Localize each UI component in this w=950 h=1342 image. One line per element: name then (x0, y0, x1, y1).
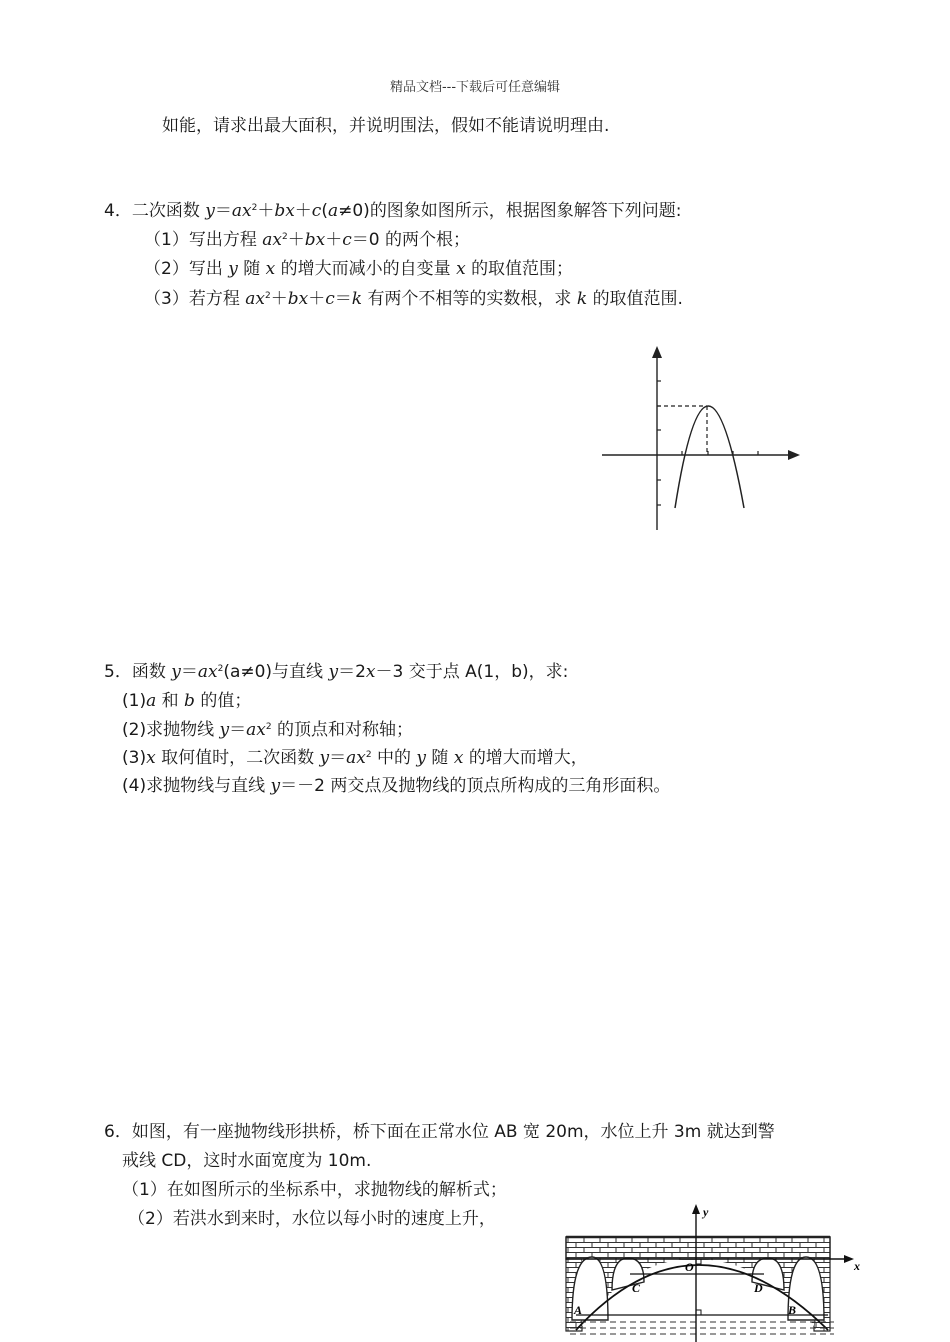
water-dashes (570, 1322, 834, 1334)
q4-part3: （3）若方程 $ax^2+bx+c=k$ 有两个不相等的实数根，求 k 的取值范围. (144, 289, 683, 309)
q4-stem: 4．二次函数 $y=ax^2+bx+c(a\ne 0)$的图象如图所示，根据图象解答下列问题: (104, 201, 682, 221)
q5-part3: (3)x 取何值时，二次函数 $y=ax^2$ 中的 y 随 x 的增大而增大， (122, 748, 588, 768)
parabola-graph (596, 340, 808, 536)
parabola-curve (675, 406, 744, 508)
q4-part1: （1）写出方程 $ax^2+bx+c=0$ 的两个根； (144, 230, 470, 250)
q5-part2: (2)求抛物线 $y=ax^2$ 的顶点和对称轴； (122, 720, 413, 740)
bridge-deck (566, 1237, 830, 1259)
label-A: A (574, 1303, 583, 1317)
label-C: C (632, 1281, 641, 1295)
graph-x-arrow (788, 450, 800, 460)
q6-line1: 6．如图，有一座抛物线形拱桥，桥下面在正常水位 AB 宽 20m，水位上升 3m 就达到警 (104, 1122, 775, 1142)
q6-line2: 戒线 CD，这时水面宽度为 10m. (122, 1151, 372, 1171)
q6-part2: （2）若洪水到来时，水位以每小时的速度上升， (128, 1209, 496, 1229)
page-header: 精品文档---下载后可任意编辑 (389, 80, 561, 95)
bridge-x-arrow (844, 1255, 854, 1263)
label-O: O (685, 1260, 694, 1274)
q5-part1: (1)a 和 b 的值； (122, 691, 252, 711)
bridge-figure (556, 1202, 868, 1342)
label-x: x (854, 1259, 860, 1273)
label-D: D (754, 1281, 763, 1295)
label-y: y (703, 1205, 709, 1219)
q5-part4: (4)求抛物线与直线 y＝－2 两交点及抛物线的顶点所构成的三角形面积。 (122, 776, 671, 796)
q4-part2: （2）写出 y 随 x 的增大而减小的自变量 x 的取值范围； (144, 259, 574, 279)
graph-y-arrow (652, 346, 662, 358)
q5-stem: 5．函数 $y=ax^2(a\ne 0)$与直线 y＝2x－3 交于点 A(1，b)，求: (104, 662, 569, 682)
label-B: B (788, 1303, 797, 1317)
bridge-y-arrow (692, 1204, 700, 1214)
intro-line: 如能，请求出最大面积，并说明围法，假如不能请说明理由. (162, 116, 610, 136)
q6-part1: （1）在如图所示的坐标系中，求抛物线的解析式； (122, 1180, 507, 1200)
right-angle-mark (696, 1310, 701, 1315)
